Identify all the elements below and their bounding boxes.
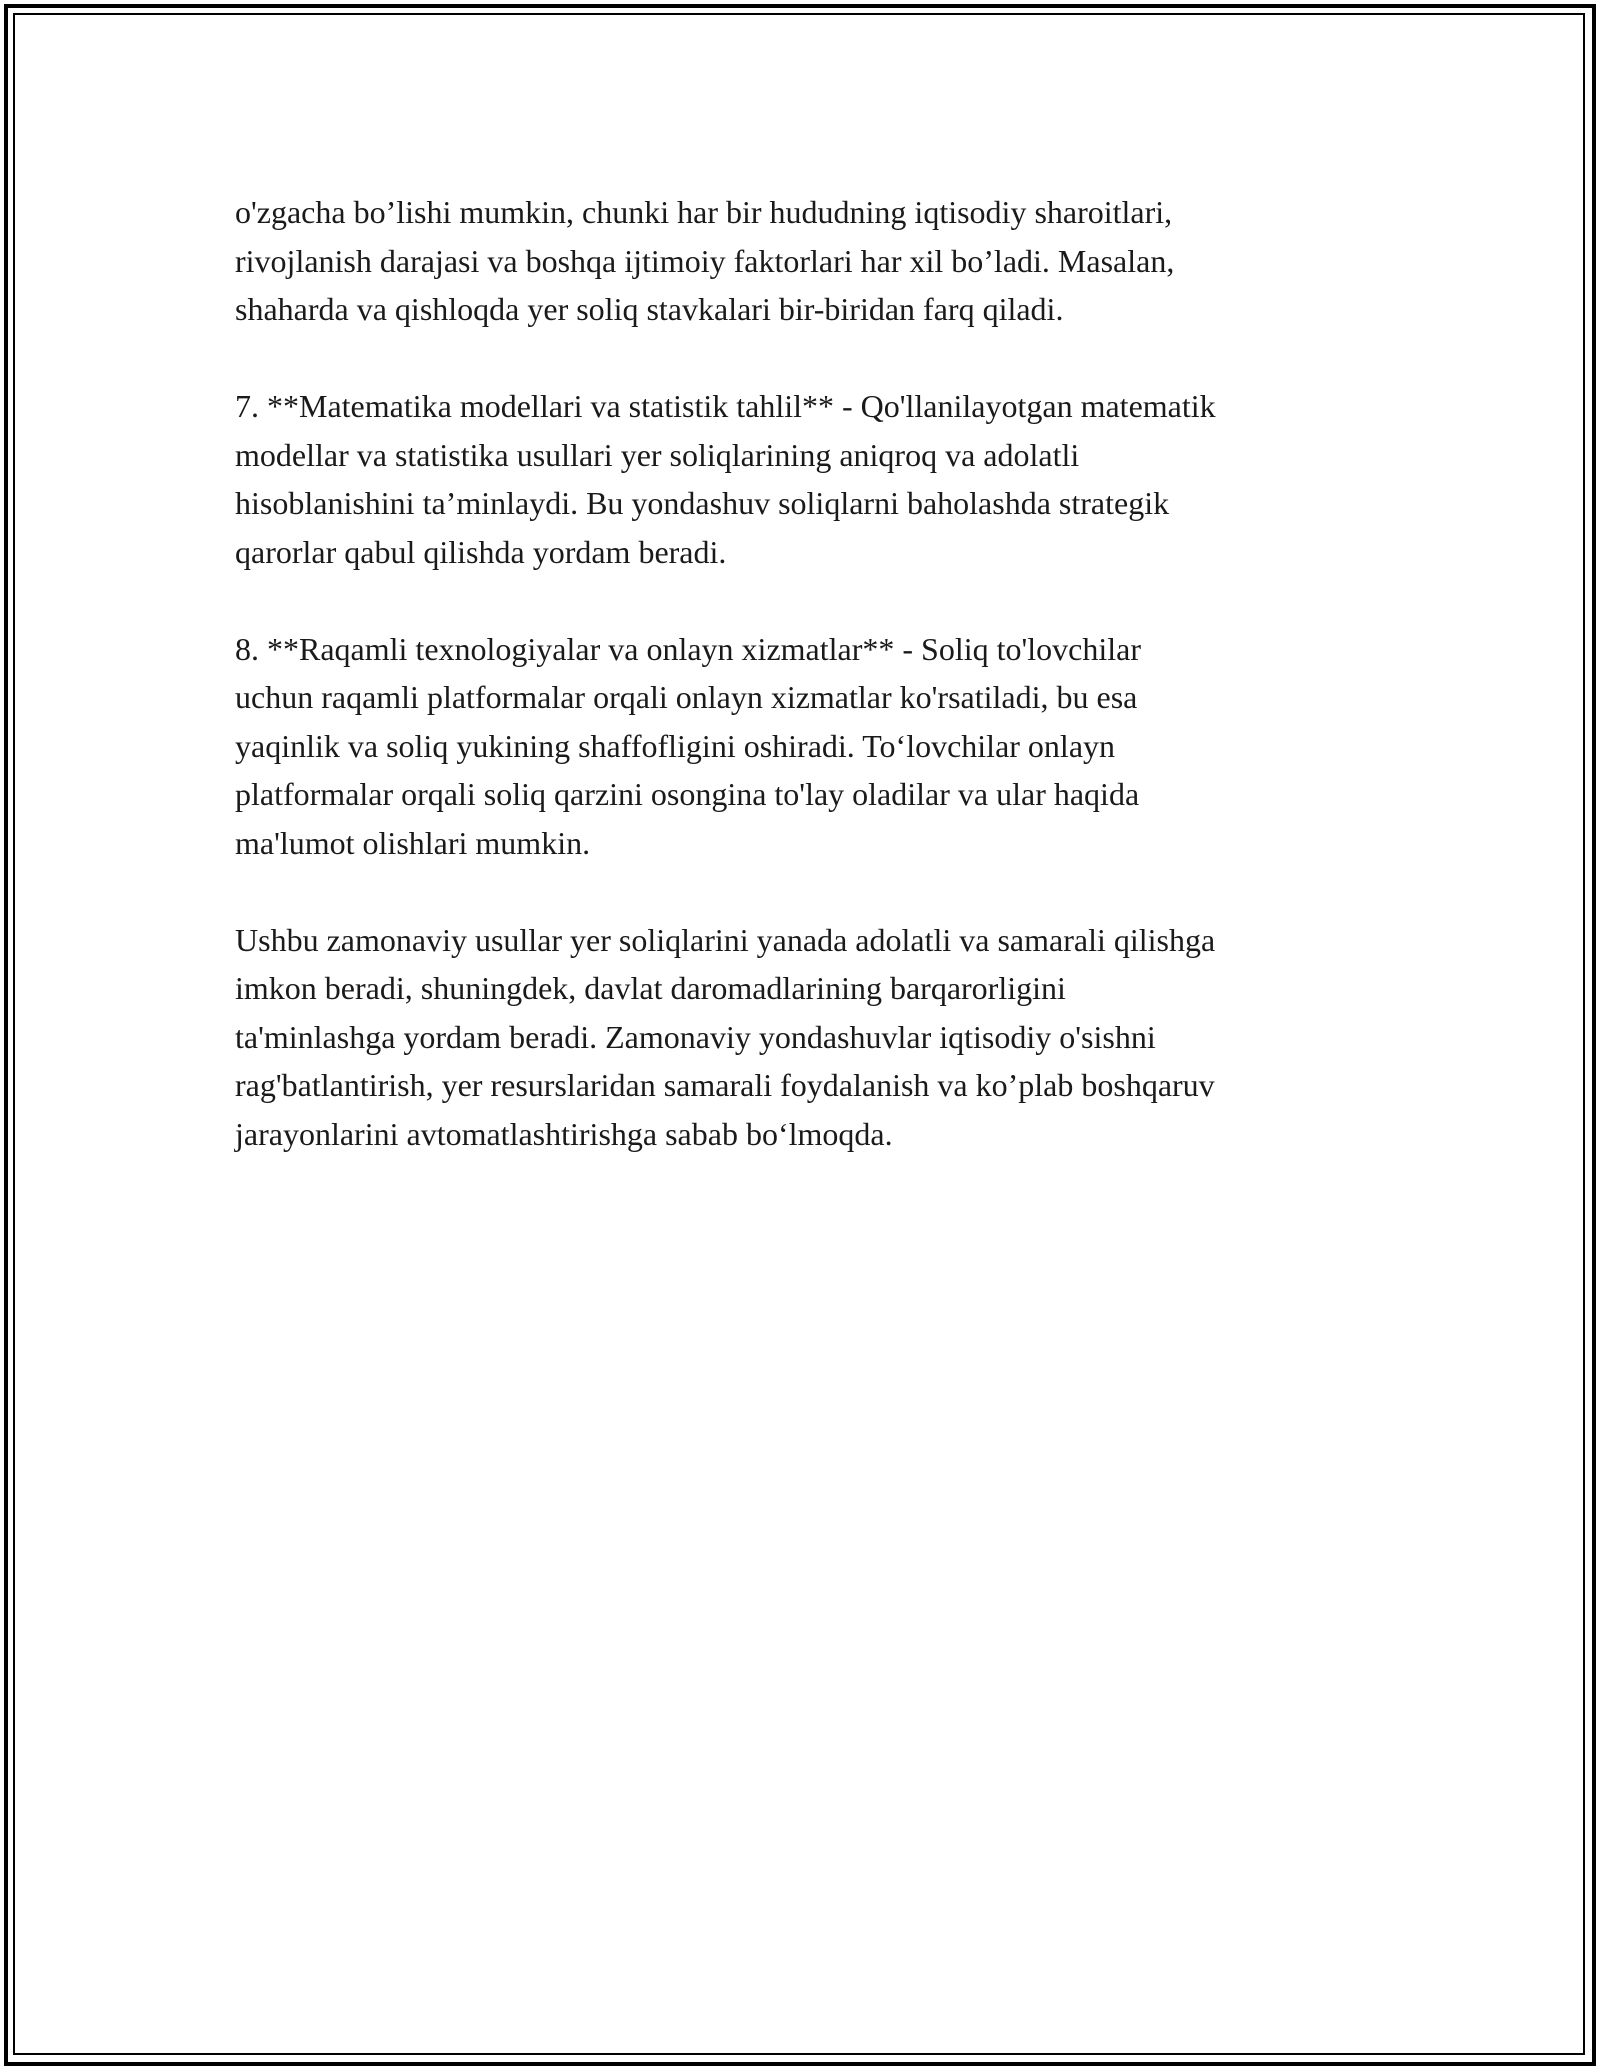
text-line: modellar va statistika usullari yer soliqlarining aniqroq va adolatli — [235, 436, 1080, 473]
text-line: uchun raqamli platformalar orqali onlayn xizmatlar ko'rsatiladi, bu esa — [235, 679, 1138, 715]
document-body — [235, 188, 1395, 1207]
text-line: ta'minlashga yordam beradi. Zamonaviy yondashuvlar iqtisodiy o'sishni — [235, 1018, 1156, 1055]
text-line: Ushbu zamonaviy usullar yer soliqlarini yanada adolatli va samarali qilishga — [235, 921, 1216, 958]
text-line: o'zgacha bo’lishi mumkin, chunki har bir hududning iqtisodiy sharoitlari, — [235, 194, 1173, 230]
text-line: platformalar orqali soliq qarzini osongina to'lay oladilar va ular haqida — [235, 776, 1140, 812]
text-line: imkon beradi, shuningdek, davlat daromadlarining barqarorligini — [235, 970, 1066, 1006]
text-line: yaqinlik va soliq yukining shaffofligini oshiradi. To‘lovchilar onlayn — [235, 727, 1116, 764]
text-line: 7. **Matematika modellari va statistik tahlil** - Qo'llanilayotgan matematik — [235, 388, 1216, 424]
paragraph-item-8 — [235, 625, 1395, 868]
text-line: rag'batlantirish, yer resurslaridan samarali foydalanish va ko’plab boshqaruv — [235, 1067, 1215, 1103]
text-line: 8. **Raqamli texnologiyalar va onlayn xizmatlar** - Soliq to'lovchilar — [235, 630, 1141, 667]
paragraph-conclusion — [235, 916, 1395, 1159]
paragraph-item-7 — [235, 382, 1395, 576]
text-line: qarorlar qabul qilishda yordam beradi. — [235, 533, 727, 570]
text-line: rivojlanish darajasi va boshqa ijtimoiy faktorlari har xil bo’ladi. Masalan, — [235, 242, 1175, 279]
text-line: ma'lumot olishlari mumkin. — [235, 824, 591, 861]
text-line: jarayonlarini avtomatlashtirishga sabab bo‘lmoqda. — [235, 1115, 893, 1152]
text-line: hisoblanishini ta’minlaydi. Bu yondashuv soliqlarni baholashda strategik — [235, 485, 1170, 521]
paragraph-continuation — [235, 188, 1395, 334]
text-line: shaharda va qishloqda yer soliq stavkalari bir-biridan farq qiladi. — [235, 291, 1064, 327]
